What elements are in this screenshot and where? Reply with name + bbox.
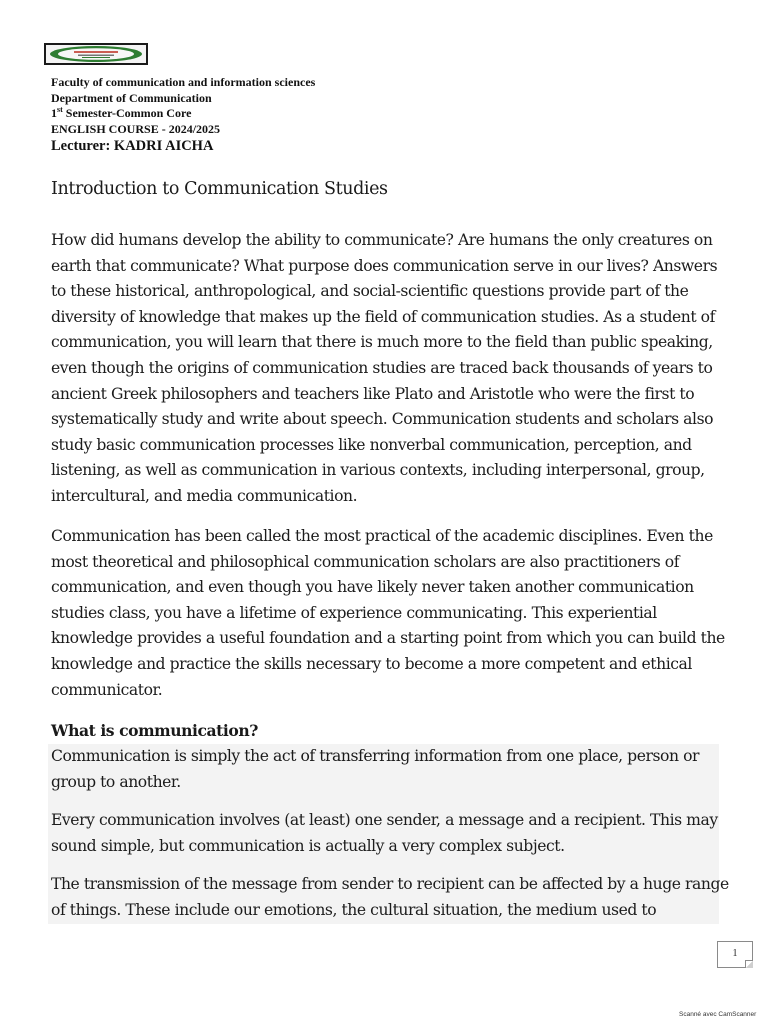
paragraph-line: group to another. [51,772,181,791]
paragraph-line: Communication has been called the most practical of the academic disciplines. Even the [51,527,713,545]
paragraph-line: communicator. [51,680,163,699]
course-info: ENGLISH COURSE - 2024/2025 [51,121,221,136]
document-header [51,75,315,155]
paragraph-line: Communication is simply the act of transferring information from one place, person or [51,747,700,765]
paragraph-line: communication, and even though you have likely never taken another communication [51,578,694,597]
paragraph-line: Every communication involves (at least) one sender, a message and a recipient. This may [51,811,718,829]
faculty-name: Faculty of communication and information sciences [51,75,316,89]
paragraph-line: listening, as well as communication in various contexts, including interpersonal, group, [51,461,705,480]
paragraph-line: knowledge and practice the skills necessary to become a more competent and ethical [51,654,692,673]
paragraph-line: studies class, you have a lifetime of experience communicating. This experiential [51,603,657,622]
paragraph-line: study basic communication processes like nonverbal communication, perception, and [51,435,692,454]
highlighted-definition-block [48,744,729,924]
scanner-watermark: Scanné avec CamScanner [679,1011,757,1018]
semester-info [51,106,315,122]
paragraph-line: even though the origins of communication studies are traced back thousands of years to [51,358,713,377]
department-name: Department of Communication [51,90,212,105]
paragraph-line: earth that communicate? What purpose does communication serve in our lives? Answers [51,256,718,275]
paragraph-line: How did humans develop the ability to communicate? Are humans the only creatures on [51,231,713,249]
sender-message-paragraph [51,808,731,859]
document-title: Introduction to Communication Studies [51,179,388,199]
university-seal-logo-icon [44,43,148,65]
paragraph-line: ancient Greek philosophers and teachers like Plato and Aristotle who were the first to [51,384,695,403]
page-number-box [717,941,753,968]
definition-paragraph [51,744,731,795]
paragraph-line: sound simple, but communication is actually a very complex subject. [51,836,565,855]
paragraph-line: intercultural, and media communication. [51,486,358,505]
lecturer-name: Lecturer: KADRI AICHA [51,138,214,154]
semester-ordinal-number: 1 [51,106,57,120]
page-fold-icon [745,960,753,968]
paragraph-line: communication, you will learn that there is much more to the field than public speaking, [51,333,713,352]
intro-paragraph [51,228,731,510]
paragraph-line: to these historical, anthropological, and social-scientific questions provide part of the [51,282,689,301]
semester-ordinal-suffix: st [57,105,63,114]
transmission-paragraph [51,872,731,923]
paragraph-line: of things. These include our emotions, the cultural situation, the medium used to [51,900,657,919]
semester-rest: Semester-Common Core [62,106,192,120]
page-number: 1 [732,948,738,959]
university-logo [44,43,148,65]
section-heading-what-is-communication: What is communication? [51,721,258,740]
paragraph-line: The transmission of the message from sender to recipient can be affected by a huge range [51,875,729,893]
paragraph-line: most theoretical and philosophical communication scholars are also practitioners of [51,552,680,571]
paragraph-line: diversity of knowledge that makes up the field of communication studies. As a student of [51,307,715,326]
paragraph-line: systematically study and write about speech. Communication students and scholars also [51,410,714,429]
practical-discipline-paragraph [51,524,731,703]
paragraph-line: knowledge provides a useful foundation and a starting point from which you can build the [51,629,725,648]
